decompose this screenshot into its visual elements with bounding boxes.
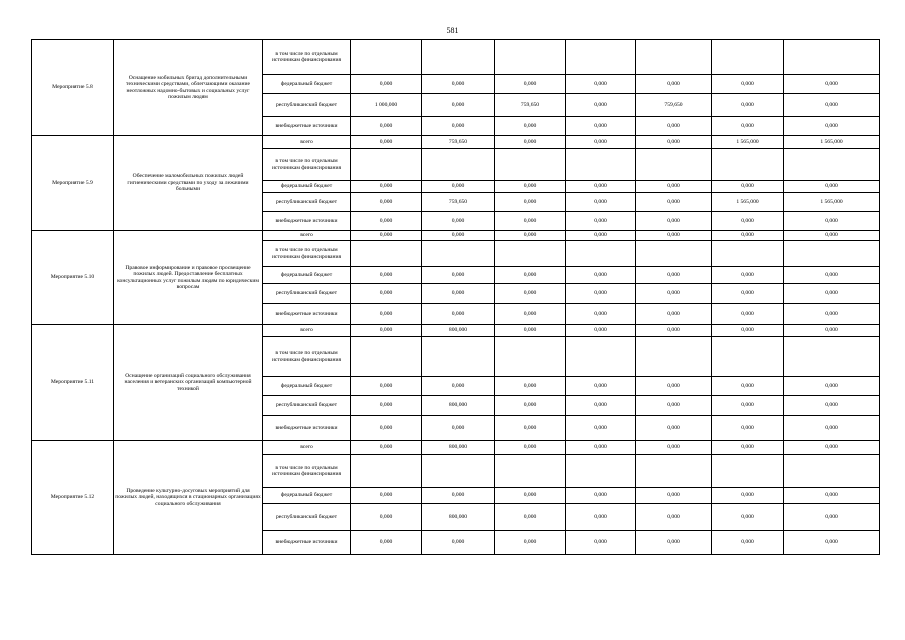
value-cell xyxy=(495,40,566,75)
value-cell: 0,000 xyxy=(351,377,422,396)
value-cell xyxy=(351,337,422,377)
funding-source: республиканский бюджет xyxy=(263,94,351,117)
value-cell: 0,000 xyxy=(495,231,566,241)
funding-source: внебюджетные источники xyxy=(263,531,351,555)
value-cell: 0,000 xyxy=(566,396,636,416)
value-cell: 0,000 xyxy=(351,325,422,337)
funding-source: в том числе по отдельным источникам финансирования xyxy=(263,149,351,181)
value-cell xyxy=(712,40,784,75)
value-cell: 0,000 xyxy=(784,441,880,455)
funding-source: федеральный бюджет xyxy=(263,75,351,94)
value-cell: 0,000 xyxy=(784,267,880,284)
value-cell: 0,000 xyxy=(712,488,784,504)
value-cell: 0,000 xyxy=(351,181,422,193)
value-cell xyxy=(422,40,495,75)
value-cell: 0,000 xyxy=(422,212,495,231)
value-cell xyxy=(566,241,636,267)
value-cell: 0,000 xyxy=(422,304,495,325)
value-cell: 0,000 xyxy=(712,396,784,416)
funding-source: всего xyxy=(263,231,351,241)
value-cell: 759,650 xyxy=(422,136,495,149)
value-cell: 0,000 xyxy=(495,136,566,149)
value-cell: 0,000 xyxy=(784,377,880,396)
value-cell: 0,000 xyxy=(422,416,495,441)
funding-source: федеральный бюджет xyxy=(263,488,351,504)
value-cell: 0,000 xyxy=(636,136,712,149)
value-cell: 0,000 xyxy=(566,416,636,441)
table-row xyxy=(32,325,880,337)
value-cell: 0,000 xyxy=(495,304,566,325)
value-cell: 0,000 xyxy=(495,441,566,455)
value-cell: 0,000 xyxy=(495,377,566,396)
value-cell: 0,000 xyxy=(784,488,880,504)
event-code: Мероприятие 5.12 xyxy=(32,441,114,555)
value-cell: 0,000 xyxy=(712,441,784,455)
value-cell: 0,000 xyxy=(351,488,422,504)
funding-source: республиканский бюджет xyxy=(263,284,351,304)
value-cell: 0,000 xyxy=(351,284,422,304)
value-cell: 0,000 xyxy=(712,231,784,241)
value-cell: 0,000 xyxy=(351,75,422,94)
value-cell: 0,000 xyxy=(566,325,636,337)
value-cell: 0,000 xyxy=(712,212,784,231)
value-cell: 0,000 xyxy=(422,377,495,396)
value-cell: 0,000 xyxy=(351,212,422,231)
value-cell: 0,000 xyxy=(712,117,784,136)
value-cell: 0,000 xyxy=(636,504,712,531)
value-cell: 0,000 xyxy=(566,488,636,504)
event-code: Мероприятие 5.10 xyxy=(32,231,114,325)
value-cell: 0,000 xyxy=(636,193,712,212)
value-cell: 0,000 xyxy=(636,488,712,504)
value-cell xyxy=(784,149,880,181)
value-cell: 0,000 xyxy=(351,231,422,241)
value-cell: 0,000 xyxy=(495,193,566,212)
value-cell: 0,000 xyxy=(784,416,880,441)
value-cell: 0,000 xyxy=(784,231,880,241)
value-cell: 0,000 xyxy=(636,231,712,241)
value-cell xyxy=(422,455,495,488)
value-cell: 0,000 xyxy=(636,416,712,441)
value-cell: 0,000 xyxy=(636,284,712,304)
value-cell xyxy=(712,337,784,377)
value-cell: 0,000 xyxy=(566,304,636,325)
value-cell xyxy=(784,337,880,377)
value-cell xyxy=(495,337,566,377)
value-cell: 0,000 xyxy=(712,75,784,94)
value-cell: 0,000 xyxy=(712,416,784,441)
value-cell: 0,000 xyxy=(636,396,712,416)
value-cell xyxy=(566,40,636,75)
value-cell: 0,000 xyxy=(784,396,880,416)
value-cell xyxy=(566,455,636,488)
value-cell: 0,000 xyxy=(495,284,566,304)
value-cell: 0,000 xyxy=(566,531,636,555)
funding-source: всего xyxy=(263,325,351,337)
value-cell xyxy=(712,149,784,181)
event-description: Правовое информирование и правовое просвещение пожилых людей. Предоставление бесплатных консультационных услуг пожилым людям по юридическим вопросам xyxy=(114,231,263,325)
value-cell: 0,000 xyxy=(351,136,422,149)
value-cell: 0,000 xyxy=(351,531,422,555)
value-cell: 0,000 xyxy=(636,531,712,555)
value-cell xyxy=(495,149,566,181)
value-cell: 0,000 xyxy=(495,117,566,136)
funding-source: внебюджетные источники xyxy=(263,416,351,441)
value-cell: 0,000 xyxy=(784,304,880,325)
value-cell: 0,000 xyxy=(566,94,636,117)
value-cell: 0,000 xyxy=(566,193,636,212)
value-cell: 0,000 xyxy=(422,267,495,284)
value-cell: 1 565,000 xyxy=(712,193,784,212)
value-cell: 0,000 xyxy=(712,267,784,284)
value-cell: 0,000 xyxy=(351,117,422,136)
value-cell xyxy=(636,149,712,181)
value-cell xyxy=(784,455,880,488)
funding-source: в том числе по отдельным источникам финансирования xyxy=(263,337,351,377)
value-cell: 0,000 xyxy=(636,325,712,337)
value-cell: 0,000 xyxy=(566,284,636,304)
value-cell xyxy=(495,455,566,488)
value-cell xyxy=(495,241,566,267)
value-cell xyxy=(636,40,712,75)
value-cell: 0,000 xyxy=(636,181,712,193)
value-cell: 0,000 xyxy=(784,94,880,117)
event-code: Мероприятие 5.9 xyxy=(32,136,114,231)
value-cell: 0,000 xyxy=(784,117,880,136)
value-cell: 800,000 xyxy=(422,396,495,416)
funding-source: внебюджетные источники xyxy=(263,117,351,136)
event-description: Оснащение мобильных бригад дополнительными техническими средствами, облегчающими оказание неотложных надомно-бытовых и социальных услуг пожилым людям xyxy=(114,40,263,136)
value-cell: 0,000 xyxy=(422,531,495,555)
value-cell: 0,000 xyxy=(784,75,880,94)
value-cell: 0,000 xyxy=(495,75,566,94)
value-cell xyxy=(566,337,636,377)
value-cell: 0,000 xyxy=(495,181,566,193)
value-cell: 0,000 xyxy=(636,75,712,94)
funding-source: в том числе по отдельным источникам финансирования xyxy=(263,40,351,75)
table-row xyxy=(32,441,880,455)
funding-source: республиканский бюджет xyxy=(263,504,351,531)
value-cell: 0,000 xyxy=(636,117,712,136)
value-cell: 0,000 xyxy=(495,416,566,441)
value-cell xyxy=(712,455,784,488)
value-cell: 0,000 xyxy=(712,181,784,193)
value-cell: 0,000 xyxy=(495,504,566,531)
funding-source: внебюджетные источники xyxy=(263,304,351,325)
funding-source: внебюджетные источники xyxy=(263,212,351,231)
value-cell: 0,000 xyxy=(351,441,422,455)
event-description: Обеспечение маломобильных пожилых людей гигиеническими средствами по уходу за лежачими больными xyxy=(114,136,263,231)
value-cell: 0,000 xyxy=(784,531,880,555)
value-cell: 0,000 xyxy=(351,193,422,212)
value-cell: 0,000 xyxy=(712,325,784,337)
value-cell xyxy=(784,40,880,75)
value-cell xyxy=(566,149,636,181)
funding-source: федеральный бюджет xyxy=(263,267,351,284)
value-cell: 0,000 xyxy=(566,377,636,396)
value-cell: 0,000 xyxy=(422,94,495,117)
value-cell xyxy=(351,40,422,75)
value-cell: 0,000 xyxy=(636,441,712,455)
funding-source: всего xyxy=(263,136,351,149)
value-cell: 0,000 xyxy=(566,117,636,136)
value-cell: 0,000 xyxy=(566,181,636,193)
value-cell: 0,000 xyxy=(351,416,422,441)
funding-source: федеральный бюджет xyxy=(263,181,351,193)
value-cell: 0,000 xyxy=(566,75,636,94)
event-description: Оснащение организаций социального обслуживания населения и ветеранских организаций компьютерной техникой xyxy=(114,325,263,441)
value-cell: 0,000 xyxy=(495,212,566,231)
value-cell xyxy=(636,455,712,488)
value-cell xyxy=(422,241,495,267)
value-cell: 0,000 xyxy=(351,267,422,284)
value-cell: 0,000 xyxy=(712,284,784,304)
value-cell: 0,000 xyxy=(784,212,880,231)
value-cell: 0,000 xyxy=(422,117,495,136)
value-cell: 0,000 xyxy=(636,304,712,325)
value-cell: 0,000 xyxy=(566,441,636,455)
table-row xyxy=(32,40,880,75)
value-cell: 0,000 xyxy=(566,136,636,149)
value-cell xyxy=(636,241,712,267)
value-cell: 0,000 xyxy=(784,284,880,304)
value-cell: 0,000 xyxy=(495,396,566,416)
funding-source: республиканский бюджет xyxy=(263,193,351,212)
value-cell: 0,000 xyxy=(495,267,566,284)
value-cell: 0,000 xyxy=(422,75,495,94)
value-cell: 1 565,000 xyxy=(784,193,880,212)
value-cell: 800,000 xyxy=(422,504,495,531)
value-cell: 0,000 xyxy=(351,396,422,416)
value-cell: 1 565,000 xyxy=(712,136,784,149)
value-cell: 0,000 xyxy=(422,181,495,193)
value-cell: 0,000 xyxy=(636,267,712,284)
value-cell: 0,000 xyxy=(712,94,784,117)
value-cell xyxy=(351,241,422,267)
value-cell: 0,000 xyxy=(712,504,784,531)
value-cell: 0,000 xyxy=(422,488,495,504)
funding-source: республиканский бюджет xyxy=(263,396,351,416)
table-row xyxy=(32,136,880,149)
funding-source: в том числе по отдельным источникам финансирования xyxy=(263,241,351,267)
value-cell xyxy=(636,337,712,377)
funding-source: в том числе по отдельным источникам финансирования xyxy=(263,455,351,488)
value-cell: 0,000 xyxy=(566,267,636,284)
value-cell: 0,000 xyxy=(495,325,566,337)
value-cell: 0,000 xyxy=(351,304,422,325)
value-cell: 0,000 xyxy=(784,325,880,337)
value-cell xyxy=(422,337,495,377)
value-cell: 0,000 xyxy=(566,212,636,231)
value-cell: 0,000 xyxy=(495,488,566,504)
value-cell: 1 565,000 xyxy=(784,136,880,149)
value-cell xyxy=(351,455,422,488)
value-cell: 0,000 xyxy=(636,212,712,231)
value-cell: 759,650 xyxy=(422,193,495,212)
value-cell: 0,000 xyxy=(422,284,495,304)
value-cell: 759,650 xyxy=(495,94,566,117)
budget-table xyxy=(31,39,880,555)
value-cell xyxy=(784,241,880,267)
funding-source: федеральный бюджет xyxy=(263,377,351,396)
value-cell xyxy=(351,149,422,181)
table-row xyxy=(32,231,880,241)
page-number: 581 xyxy=(446,26,459,35)
value-cell: 800,000 xyxy=(422,325,495,337)
value-cell: 800,000 xyxy=(422,441,495,455)
value-cell xyxy=(712,241,784,267)
value-cell xyxy=(422,149,495,181)
value-cell: 0,000 xyxy=(495,531,566,555)
value-cell: 0,000 xyxy=(784,181,880,193)
value-cell: 0,000 xyxy=(566,231,636,241)
value-cell: 759,650 xyxy=(636,94,712,117)
funding-source: всего xyxy=(263,441,351,455)
value-cell: 0,000 xyxy=(712,377,784,396)
value-cell: 0,000 xyxy=(784,504,880,531)
value-cell: 0,000 xyxy=(636,377,712,396)
value-cell: 0,000 xyxy=(351,504,422,531)
event-code: Мероприятие 5.8 xyxy=(32,40,114,136)
value-cell: 0,000 xyxy=(712,531,784,555)
event-description: Проведение культурно-досуговых мероприятий для пожилых людей, находящихся в стационарных организациях социального обслуживания xyxy=(114,441,263,555)
value-cell: 0,000 xyxy=(566,504,636,531)
event-code: Мероприятие 5.11 xyxy=(32,325,114,441)
value-cell: 0,000 xyxy=(422,231,495,241)
value-cell: 1 000,000 xyxy=(351,94,422,117)
value-cell: 0,000 xyxy=(712,304,784,325)
